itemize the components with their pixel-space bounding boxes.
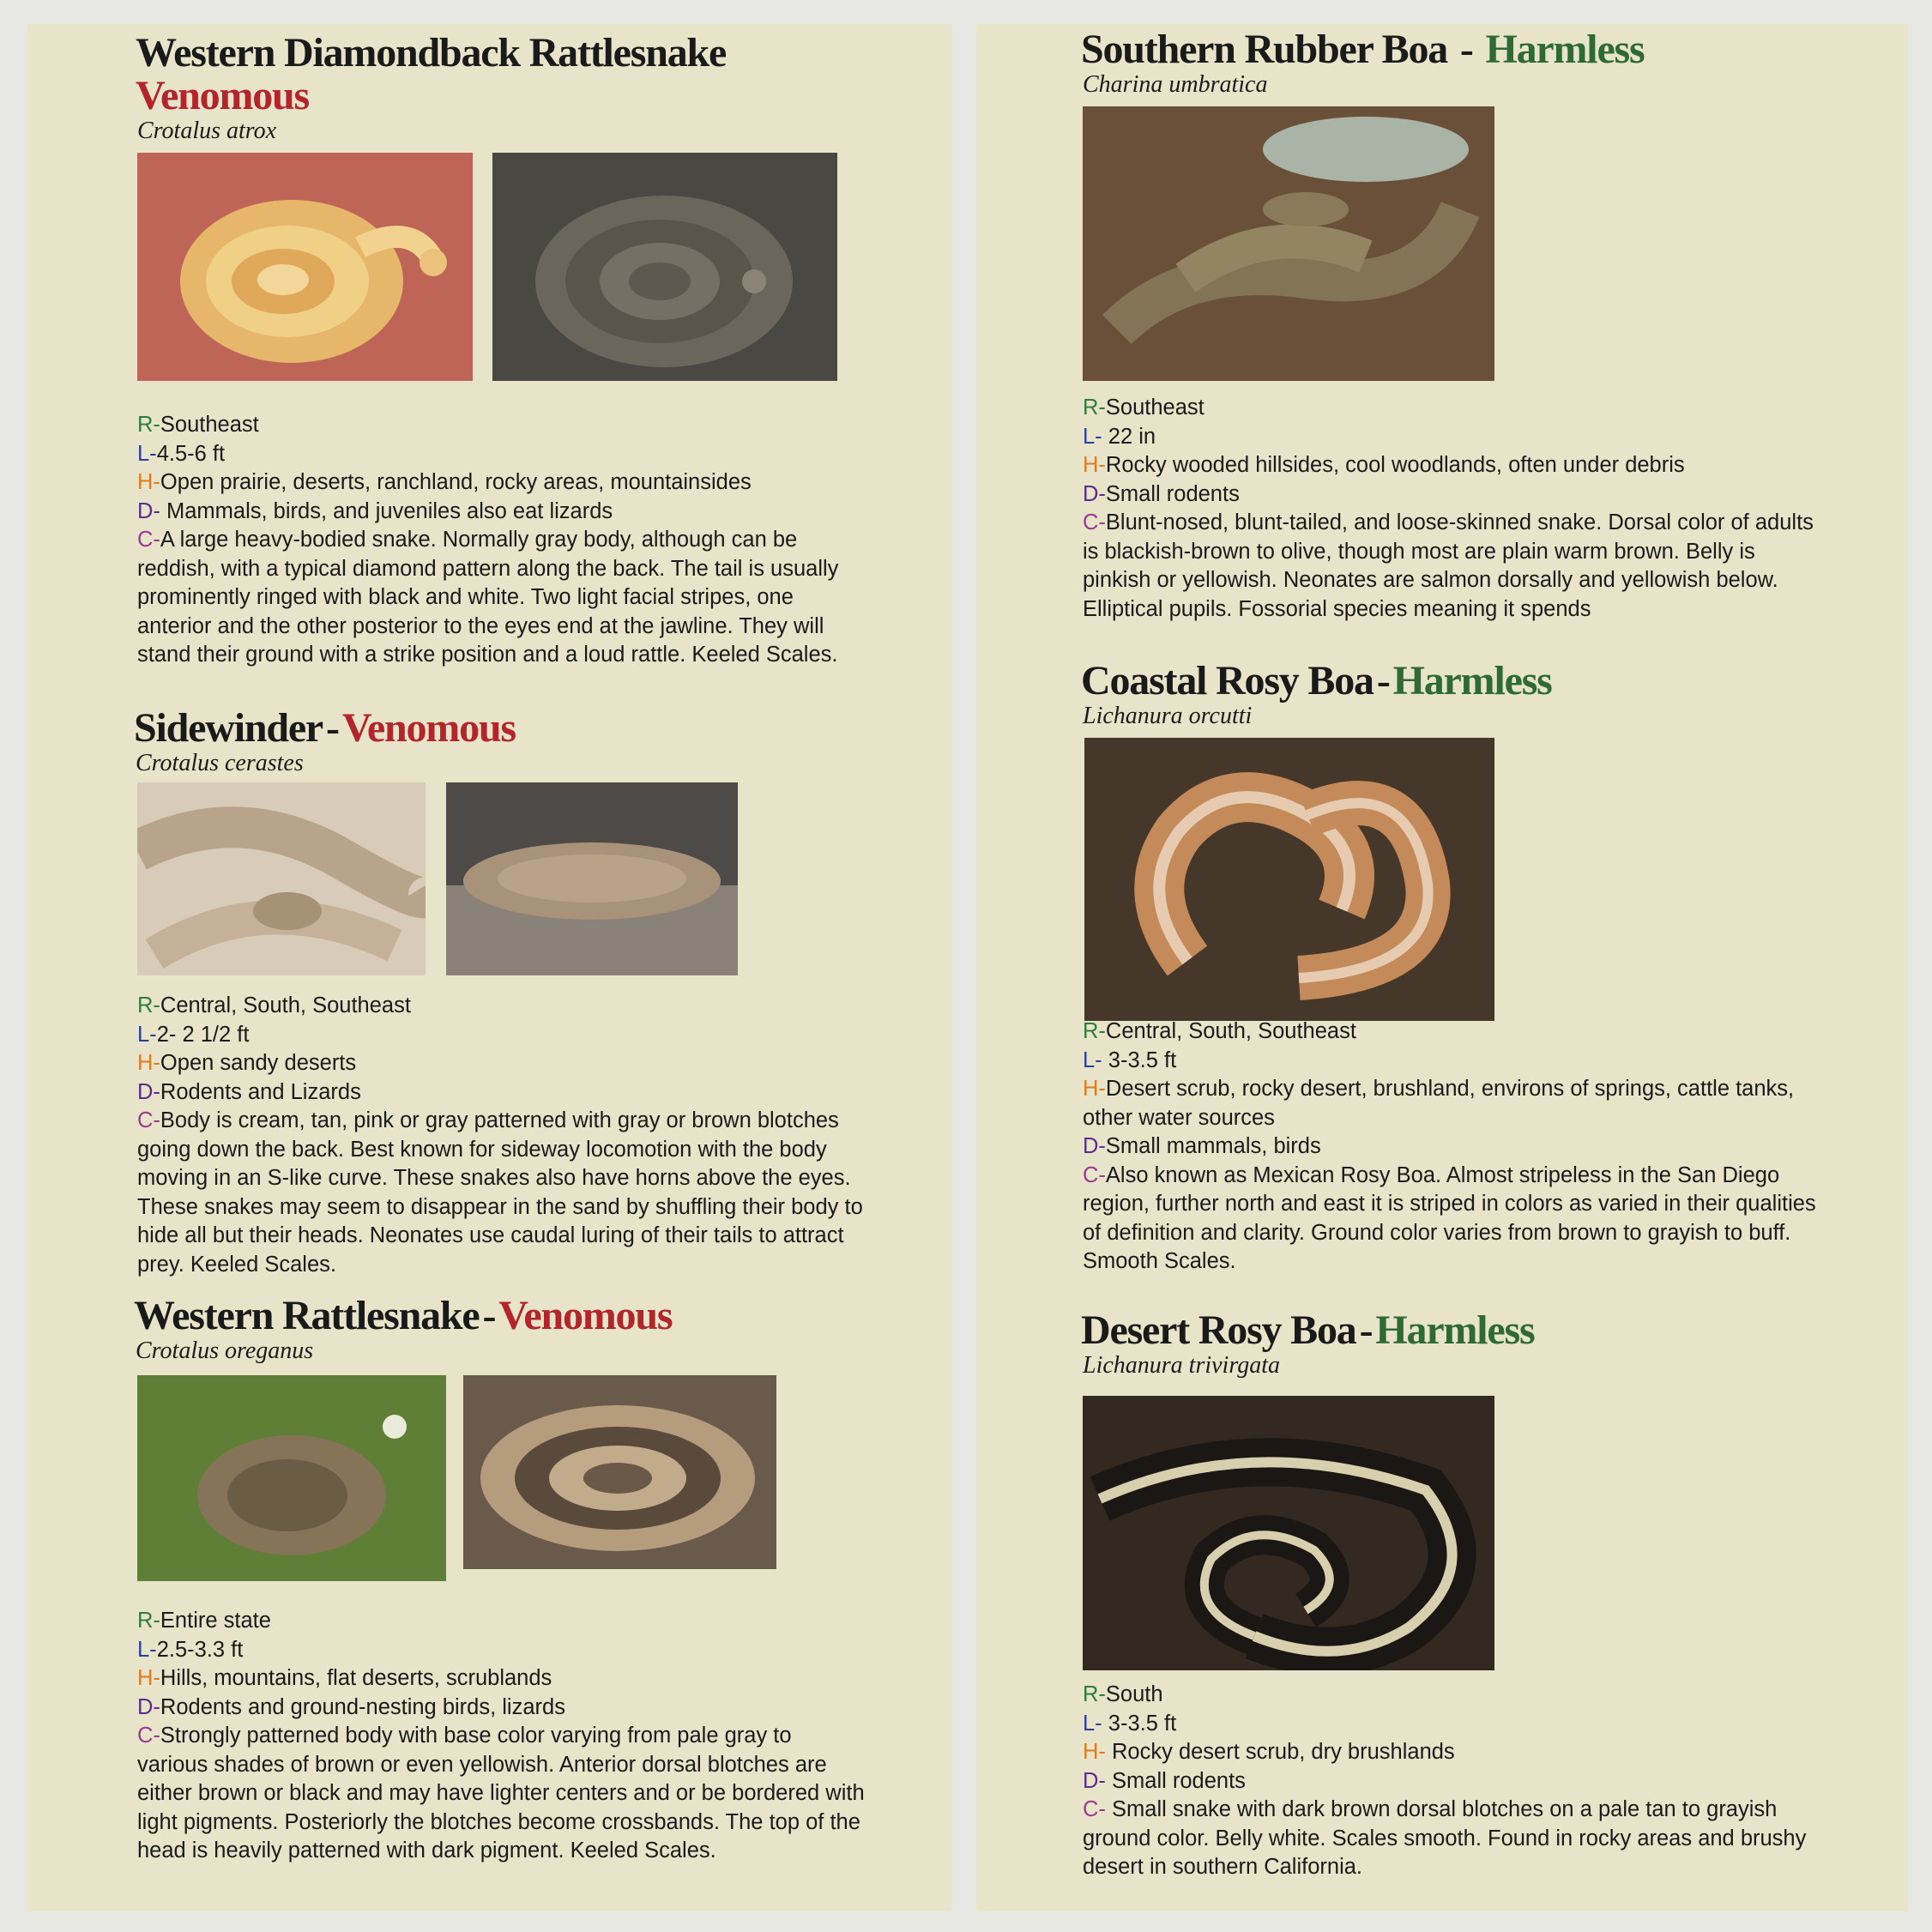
entry-sidewinder — [134, 705, 872, 777]
species-title-line: Western Rattlesnake-Venomous — [134, 1293, 673, 1338]
characteristics-value: Also known as Mexican Rosy Boa. Almost stripeless in the San Diego region, further north and east it is striped in colors as varied in their qualities of definition and clarity. Ground color varies from brown to grayish to buff. Smooth Scales. — [1083, 1162, 1816, 1273]
scientific-name: Lichanura orcutti — [1083, 703, 1253, 729]
entry-western-diamondback — [136, 30, 873, 145]
habitat-value: Rocky wooded hillsides, cool woodlands, often under debris — [1105, 453, 1685, 477]
fact-length — [137, 1636, 866, 1665]
diet-value: Mammals, birds, and juveniles also eat lizards — [160, 498, 613, 523]
facts-desert-rosy-boa — [1083, 1681, 1820, 1882]
scientific-name: Crotalus cerastes — [136, 750, 304, 776]
scientific-name: Crotalus oreganus — [136, 1337, 314, 1364]
length-key: L- — [137, 1022, 157, 1047]
desert-rosy-boa-photo — [1083, 1396, 1494, 1670]
fact-habitat — [137, 1049, 866, 1078]
range-value: Central, South, Southeast — [160, 993, 411, 1017]
diet-key: D- — [137, 1079, 160, 1104]
characteristics-value: Strongly patterned body with base color varying from pale gray to various shades of brown or even yellowish. Anterior dorsal blotches are either brown or black and may have lighter centers and or be bordered with light pigments. Posteriorly the blotches become crossbands. The top of the head is heavily patterned with dark pigment. Keeled Scales. — [137, 1724, 865, 1863]
range-key: R- — [1083, 1682, 1106, 1706]
diet-value: Small mammals, birds — [1105, 1134, 1321, 1158]
status-label-harmless: Harmless — [1375, 1307, 1535, 1353]
facts-southern-rubber-boa — [1083, 394, 1820, 624]
length-value: 2.5-3.3 ft — [156, 1637, 244, 1662]
characteristics-value: A large heavy-bodied snake. Normally gray body, although can be reddish, with a typical diamond pattern along the back. The tail is usually prominently ringed with black and white. Two light facial stripes, one anterior and the other posterior to the eyes end at the jawline. They will stand their ground with a strike position and a loud rattle. Keeled Scales. — [137, 528, 839, 667]
length-value: 2- 2 1/2 ft — [156, 1022, 250, 1047]
fact-habitat — [1083, 1738, 1820, 1767]
habitat-key: H- — [1083, 1740, 1106, 1764]
range-value: Southeast — [1105, 395, 1204, 420]
range-key: R- — [137, 993, 160, 1017]
fact-habitat — [1083, 451, 1820, 480]
habitat-value: Desert scrub, rocky desert, brushland, environs of springs, cattle tanks, other water sources — [1083, 1077, 1795, 1130]
diet-value: Rodents and ground-nesting birds, lizards — [160, 1694, 565, 1719]
western-rattlesnake-photo-2 — [463, 1375, 776, 1569]
facts-coastal-rosy-boa — [1083, 1017, 1820, 1277]
sidewinder-photo-2 — [446, 782, 738, 975]
fact-characteristics — [1083, 1796, 1820, 1882]
species-title: Southern Rubber Boa — [1081, 27, 1448, 72]
species-title-line: Southern Rubber Boa - Harmless — [1081, 27, 1645, 72]
entry-desert-rosy-boa — [1081, 1307, 1853, 1380]
range-value: Entire state — [160, 1609, 271, 1633]
status-label-venomous: Venomous — [136, 73, 310, 118]
fact-characteristics — [137, 1107, 866, 1279]
scientific-name: Lichanura trivirgata — [1083, 1352, 1280, 1379]
length-key: L- — [137, 441, 157, 466]
fact-range — [137, 411, 866, 440]
fact-diet — [137, 498, 866, 527]
fact-diet — [1083, 1132, 1820, 1162]
length-key: L- — [1083, 1711, 1102, 1736]
range-key: R- — [1083, 1019, 1106, 1043]
characteristics-value: Blunt-nosed, blunt-tailed, and loose-skinned snake. Dorsal color of adults is blackish-brown to olive, though most are plain warm brown. Belly is pinkish or yellowish. Neonates are salmon dorsally and yellowish below. Elliptical pupils. Fossorial species meaning it spends — [1083, 510, 1814, 621]
fact-characteristics — [1083, 1162, 1820, 1277]
fact-diet — [1083, 1767, 1820, 1796]
characteristics-key: C- — [1083, 1162, 1106, 1187]
species-title-line: Sidewinder-Venomous — [134, 705, 516, 751]
fact-length — [1083, 1047, 1820, 1076]
habitat-value: Open sandy deserts — [160, 1051, 357, 1075]
fact-diet — [137, 1078, 866, 1108]
rubber-boa-photo — [1083, 106, 1494, 381]
fact-characteristics — [1083, 509, 1820, 624]
scientific-name: Crotalus atrox — [137, 118, 277, 144]
status-label-harmless: Harmless — [1485, 27, 1645, 72]
habitat-key: H- — [1083, 1077, 1106, 1101]
diet-value: Rodents and Lizards — [160, 1079, 361, 1104]
fact-characteristics — [137, 1722, 866, 1866]
fact-diet — [137, 1694, 866, 1723]
range-key: R- — [1083, 395, 1106, 420]
albino-rattlesnake-photo — [137, 153, 473, 381]
entry-coastal-rosy-boa — [1081, 658, 1853, 730]
range-key: R- — [137, 1609, 160, 1633]
habitat-key: H- — [1083, 453, 1106, 477]
length-value: 4.5-6 ft — [156, 441, 226, 466]
fact-length — [1083, 1710, 1820, 1739]
length-value: 3-3.5 ft — [1102, 1711, 1177, 1736]
entry-southern-rubber-boa — [1081, 29, 1853, 99]
facts-western-diamondback — [137, 411, 866, 670]
species-title: Desert Rosy Boa — [1081, 1307, 1356, 1353]
species-title: Sidewinder — [134, 705, 323, 751]
habitat-key: H- — [137, 1051, 160, 1075]
gray-rattlesnake-photo — [492, 153, 837, 381]
length-key: L- — [137, 1637, 157, 1662]
diet-key: D- — [1083, 481, 1106, 506]
length-key: L- — [1083, 424, 1102, 449]
range-value: Central, South, Southeast — [1105, 1019, 1356, 1043]
fact-habitat — [137, 468, 866, 498]
facts-sidewinder — [137, 992, 866, 1279]
characteristics-key: C- — [137, 1108, 160, 1132]
characteristics-key: C- — [1083, 510, 1106, 534]
species-title-line: Coastal Rosy Boa-Harmless — [1081, 658, 1552, 703]
entry-western-rattlesnake — [134, 1295, 872, 1365]
habitat-key: H- — [137, 470, 160, 494]
characteristics-key: C- — [1083, 1797, 1106, 1821]
diet-value: Small rodents — [1105, 1768, 1246, 1793]
characteristics-key: C- — [137, 1724, 160, 1748]
diet-key: D- — [137, 1694, 160, 1719]
habitat-value: Rocky desert scrub, dry brushlands — [1105, 1740, 1455, 1764]
species-title: Western Diamondback Rattlesnake — [136, 30, 727, 75]
diet-key: D- — [1083, 1134, 1106, 1158]
characteristics-value: Body is cream, tan, pink or gray patterned with gray or brown blotches going down the back. Best known for sideway locomotion with the body moving in an S-like curve. These snakes also have horns above the eyes. These snakes may seem to disappear in the sand by shuffling their body to hide all but their heads. Neonates use caudal luring of their tails to attract prey. Keeled Scales. — [137, 1108, 863, 1277]
sidewinder-photo-1 — [137, 782, 426, 975]
diet-key: D- — [137, 498, 160, 523]
diet-key: D- — [1083, 1768, 1106, 1793]
characteristics-key: C- — [137, 528, 160, 552]
habitat-key: H- — [137, 1666, 160, 1690]
species-title: Coastal Rosy Boa — [1081, 658, 1374, 703]
status-label-venomous: Venomous — [341, 705, 516, 751]
fact-range — [1083, 1017, 1820, 1047]
range-key: R- — [137, 413, 160, 437]
fact-range — [1083, 394, 1820, 423]
fact-range — [1083, 1681, 1820, 1710]
fact-length — [1083, 423, 1820, 452]
diet-value: Small rodents — [1105, 481, 1240, 506]
fact-habitat — [137, 1664, 866, 1694]
length-key: L- — [1083, 1048, 1102, 1072]
western-rattlesnake-photo-1 — [137, 1375, 446, 1581]
fact-range — [137, 1607, 866, 1636]
coastal-rosy-boa-photo — [1084, 738, 1494, 1021]
range-value: South — [1105, 1682, 1163, 1706]
length-value: 22 in — [1102, 424, 1156, 449]
fact-length — [137, 440, 866, 469]
scientific-name: Charina umbratica — [1083, 71, 1268, 98]
range-value: Southeast — [160, 413, 259, 437]
status-label-venomous: Venomous — [498, 1293, 673, 1338]
characteristics-value: Small snake with dark brown dorsal blotches on a pale tan to grayish ground color. Belly white. Scales smooth. Found in rocky areas and brushy desert in southern California. — [1083, 1797, 1807, 1879]
fact-habitat — [1083, 1075, 1820, 1132]
facts-western-rattlesnake — [137, 1607, 866, 1866]
species-title: Western Rattlesnake — [134, 1293, 480, 1338]
length-value: 3-3.5 ft — [1102, 1048, 1177, 1072]
status-label-harmless: Harmless — [1392, 658, 1552, 703]
habitat-value: Open prairie, deserts, ranchland, rocky areas, mountainsides — [160, 470, 752, 494]
fact-length — [137, 1021, 866, 1050]
species-title-line: Desert Rosy Boa-Harmless — [1081, 1307, 1535, 1353]
fact-range — [137, 992, 866, 1021]
fact-diet — [1083, 480, 1820, 510]
fact-characteristics — [137, 526, 866, 670]
habitat-value: Hills, mountains, flat deserts, scrublands — [160, 1666, 552, 1690]
